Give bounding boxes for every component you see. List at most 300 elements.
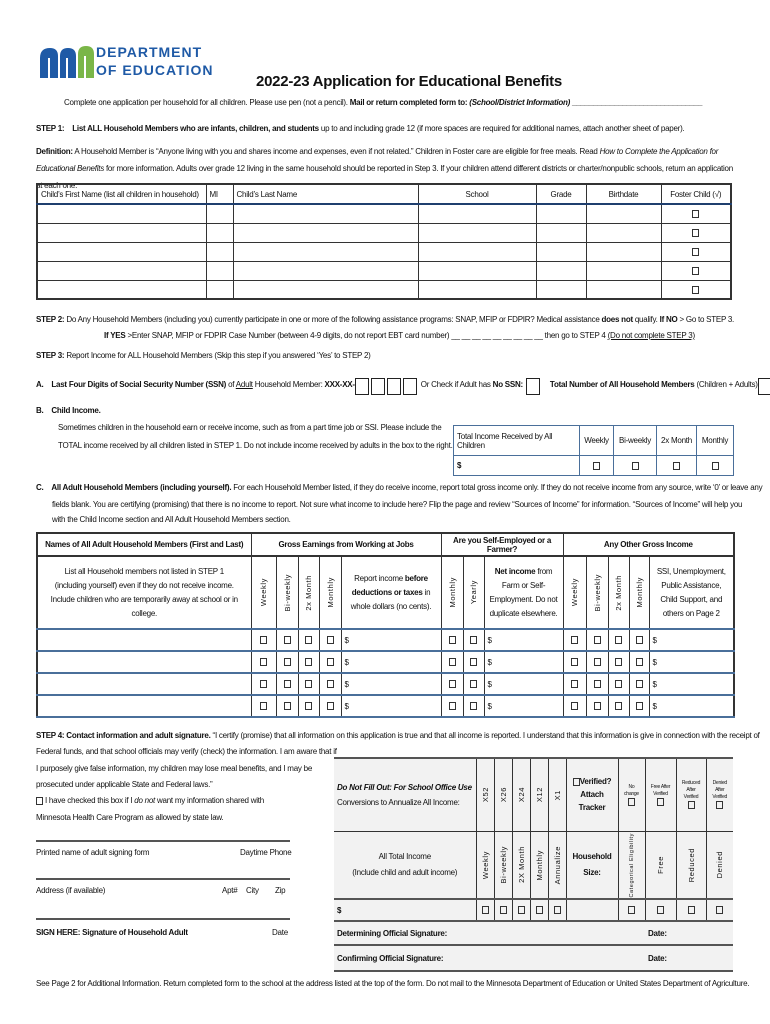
self-monthly-cell — [441, 651, 463, 673]
household-size-cell — [566, 831, 618, 899]
col-grade: Grade — [536, 184, 586, 204]
logo — [38, 42, 214, 82]
self-yearly-cell — [463, 651, 484, 673]
job-amount-cell[interactable] — [341, 673, 441, 695]
other-monthly-checkbox[interactable] — [636, 658, 643, 666]
office-weekly-header: Weekly — [480, 850, 490, 879]
job-2x-month-cell — [298, 673, 319, 695]
consent-text1: I have checked this box if I — [44, 796, 133, 805]
tracker-label: Tracker — [578, 803, 606, 813]
office-biweekly-checkbox[interactable] — [500, 906, 507, 914]
dollar-sign: $ — [344, 679, 349, 689]
step3 — [36, 351, 371, 360]
other-2x-month-cell — [608, 673, 629, 695]
dollar-sign: $ — [487, 657, 492, 667]
step4-text3: I purposely give false information, my children may lose meal benefits, and I may be — [36, 764, 313, 773]
definition-text1: A Household Member is “Anyone living with you and shares income and expenses, even if not related.” Children in Foster care are eligible for free meals. Read — [74, 147, 598, 156]
office-biweekly-header: Bi-weekly — [498, 846, 508, 884]
twice-month-checkbox[interactable] — [673, 462, 680, 470]
birthdate-cell[interactable] — [586, 242, 661, 261]
dollar-sign: $ — [487, 701, 492, 711]
self-monthly-cell — [441, 673, 463, 695]
signature-line[interactable] — [36, 918, 290, 920]
step4-text1: “I certify (promise) that all information on this application is true and that all income is reported. I understand that this information is give in connection with the receipt of — [212, 731, 760, 740]
adult-name-cell[interactable] — [37, 673, 251, 695]
job-2x-month-header: 2x Month — [304, 574, 313, 611]
foster-checkbox[interactable] — [692, 229, 699, 237]
confirming-date[interactable]: Date: — [648, 953, 667, 963]
total-income-note: (Include child and adult income) — [352, 867, 458, 877]
office-conversions: Conversions to Annualize All Income: — [337, 797, 460, 807]
ssn-digit-1[interactable] — [355, 378, 369, 395]
job-weekly-checkbox[interactable] — [260, 680, 267, 688]
part-a-text4: (Children + Adults) — [696, 380, 758, 389]
total-income-label: All Total Income — [378, 851, 431, 861]
x12-header: X12 — [534, 787, 544, 803]
step2-bold3: If YES — [104, 331, 126, 340]
adult-name-cell[interactable] — [37, 629, 251, 651]
step1-bold: List ALL Household Members who are infants, children, and students — [72, 124, 319, 133]
household-size-field[interactable] — [566, 899, 618, 921]
denied-after-label: Denied After Verified — [712, 780, 728, 801]
other-monthly-header: Monthly — [634, 577, 644, 608]
other-2x-month-checkbox[interactable] — [615, 636, 622, 644]
child-income-header: Total Income Received by All Children — [454, 426, 580, 456]
total-members-box[interactable] — [758, 378, 770, 395]
self-yearly-checkbox[interactable] — [470, 702, 477, 710]
part-a-underline: Adult — [235, 380, 253, 389]
other-weekly-checkbox[interactable] — [571, 658, 578, 666]
col-foster: Foster Child (√) — [661, 184, 731, 204]
determining-signature[interactable]: Determining Official Signature: — [337, 928, 448, 938]
step2-yes — [104, 331, 695, 340]
part-b-text1: Sometimes children in the household earn or receive income, such as from a part time job or SSI. Please include the — [58, 423, 442, 432]
names-note: List all Household members not listed in STEP 1 (including yourself) even if they do not receive income. Include children who are temporarily away at school or in college. — [37, 556, 251, 629]
other-monthly-cell — [629, 651, 649, 673]
apt-label: Apt# — [222, 886, 238, 895]
table-row — [37, 223, 731, 242]
office-monthly-header: Monthly — [534, 849, 544, 880]
ssn-digit-3[interactable] — [387, 378, 401, 395]
intro-mail: Mail or return completed form to: — [349, 98, 468, 107]
part-a-bold4: Total Number of All Household Members — [549, 380, 695, 389]
step4-text4: prosecuted under applicable State and Federal laws.” — [36, 780, 213, 789]
job-note-t2: in whole dollars (no cents). — [350, 587, 432, 611]
job-monthly-cell — [319, 629, 341, 651]
job-biweekly-checkbox[interactable] — [284, 636, 291, 644]
mi-cell[interactable] — [206, 280, 233, 299]
job-biweekly-header: Bi-weekly — [282, 573, 292, 612]
part-c — [36, 483, 762, 492]
consent-italic: do not — [134, 796, 155, 805]
adult-name-cell[interactable] — [37, 695, 251, 717]
reduced-checkbox[interactable] — [688, 906, 695, 914]
self-monthly-cell — [441, 695, 463, 717]
school-cell[interactable] — [418, 223, 536, 242]
job-monthly-cell — [319, 651, 341, 673]
other-weekly-checkbox[interactable] — [571, 702, 578, 710]
other-2x-month-checkbox[interactable] — [615, 680, 622, 688]
job-note-t1: Report income — [354, 573, 403, 583]
other-2x-month-cell — [608, 695, 629, 717]
grade-cell[interactable] — [536, 223, 586, 242]
step1-label: STEP 1: — [36, 124, 65, 133]
school-cell[interactable] — [418, 242, 536, 261]
determining-date[interactable]: Date: — [648, 928, 667, 938]
part-b-text2: TOTAL income received by all children listed in STEP 1. Do not include income received by adults in the box to the right. — [58, 441, 453, 450]
part-c-text3: with the Child Income section and All Adult Household Members section. — [52, 515, 291, 524]
self-monthly-header: Monthly — [447, 577, 457, 608]
definition-text2: for more information. Adults over grade 12 living in the same household should be reported in Step 3. If your children attend different districts or charter/nonpublic schools, return an application at each one. — [36, 164, 733, 190]
share-consent — [36, 796, 264, 805]
job-weekly-cell — [251, 629, 276, 651]
table-row — [37, 695, 734, 717]
other-biweekly-checkbox[interactable] — [594, 680, 601, 688]
step2 — [36, 315, 734, 324]
job-weekly-header: Weekly — [259, 578, 268, 607]
consent-text3: Minnesota Health Care Program as allowed by state law. — [36, 813, 224, 822]
mi-cell[interactable] — [206, 242, 233, 261]
part-a-bold1: Last Four Digits of Social Security Number (SSN) — [51, 380, 227, 389]
definition-italic1: How to Complete the Application for Educational — [36, 147, 719, 173]
dollar-sign: $ — [344, 657, 349, 667]
mi-cell[interactable] — [206, 223, 233, 242]
free-checkbox[interactable] — [657, 906, 664, 914]
other-monthly-checkbox[interactable] — [636, 702, 643, 710]
self-note-b1: Net income — [494, 566, 536, 576]
other-biweekly-checkbox[interactable] — [594, 702, 601, 710]
job-weekly-cell — [251, 695, 276, 717]
other-monthly-checkbox[interactable] — [636, 680, 643, 688]
job-monthly-checkbox[interactable] — [327, 636, 334, 644]
job-biweekly-cell — [276, 651, 298, 673]
dollar-sign: $ — [487, 679, 492, 689]
job-2x-month-cell — [298, 695, 319, 717]
mi-cell[interactable] — [206, 261, 233, 280]
part-c-text2: fields blank. You are certifying (promising) that there is no income to report. Not sure what income to include here? Flip the page and review “Sources of Income” for information. “Sources of Income” will help you — [52, 500, 743, 509]
part-b — [36, 406, 101, 415]
self-yearly-cell — [463, 695, 484, 717]
self-amount-cell[interactable] — [484, 695, 563, 717]
child-income-amount[interactable]: $ — [454, 456, 580, 476]
page-title: 2022-23 Application for Educational Benefits — [256, 73, 563, 90]
children-table — [36, 183, 732, 300]
self-yearly-cell — [463, 629, 484, 651]
part-a — [36, 375, 770, 395]
office-2x-month-checkbox[interactable] — [518, 906, 525, 914]
attach-label: Attach — [580, 790, 604, 800]
part-c-letter: C. — [36, 483, 44, 492]
birthdate-cell[interactable] — [586, 280, 661, 299]
school-cell[interactable] — [418, 204, 536, 223]
categorical-checkbox[interactable] — [628, 906, 635, 914]
job-biweekly-checkbox[interactable] — [284, 702, 291, 710]
self-yearly-checkbox[interactable] — [470, 680, 477, 688]
self-note-t1: from Farm or Self-Employment. Do not duplicate elsewhere. — [489, 566, 558, 618]
birthdate-cell[interactable] — [586, 223, 661, 242]
self-monthly-cell — [441, 629, 463, 651]
logo-line1: DEPARTMENT — [96, 44, 203, 60]
other-biweekly-header: Bi-weekly — [592, 573, 602, 612]
col-first-name: Child’s First Name (list all children in household) — [37, 184, 206, 204]
other-note: SSI, Unemployment, Public Assistance, Child Support, and others on Page 2 — [649, 556, 734, 629]
table-row — [37, 242, 731, 261]
names-group-header: Names of All Adult Household Members (First and Last) — [37, 533, 251, 556]
monthly-header: Monthly — [697, 426, 734, 456]
job-amount-cell[interactable] — [341, 629, 441, 651]
job-weekly-checkbox[interactable] — [260, 636, 267, 644]
jobs-group-header: Gross Earnings from Working at Jobs — [251, 533, 441, 556]
adult-income-table — [36, 532, 735, 718]
foster-checkbox[interactable] — [692, 248, 699, 256]
phone-label: Daytime Phone — [240, 848, 292, 857]
job-note — [341, 556, 441, 629]
part-c-bold: All Adult Household Members (including yourself). — [51, 483, 232, 492]
self-yearly-header: Yearly — [469, 580, 479, 605]
reduced-after-checkbox[interactable] — [688, 801, 695, 809]
foster-checkbox[interactable] — [692, 286, 699, 294]
table-row — [37, 204, 731, 223]
no-ssn-checkbox[interactable] — [526, 378, 540, 395]
verified-label: Verified? — [579, 777, 612, 787]
free-after-label: Free After Verified — [650, 783, 671, 797]
office-title: Do Not Fill Out: For School Office Use — [337, 782, 472, 792]
denied-header: Denied — [715, 851, 725, 879]
part-a-text2: Household Member: — [254, 380, 323, 389]
ssn-digit-2[interactable] — [371, 378, 385, 395]
address-line[interactable] — [36, 878, 290, 880]
other-amount-cell[interactable] — [649, 695, 734, 717]
step4 — [36, 731, 760, 740]
other-weekly-checkbox[interactable] — [571, 636, 578, 644]
verified-checkbox[interactable] — [573, 778, 580, 786]
first-name-cell[interactable] — [37, 261, 206, 280]
other-weekly-cell — [563, 695, 586, 717]
office-monthly-checkbox[interactable] — [536, 906, 543, 914]
step1 — [36, 124, 684, 133]
job-2x-month-checkbox[interactable] — [305, 702, 312, 710]
table-row — [37, 651, 734, 673]
size-label: Size: — [583, 867, 601, 877]
mi-cell[interactable] — [206, 204, 233, 223]
logo-line2: OF EDUCATION — [96, 62, 214, 78]
definition-label: Definition: — [36, 147, 73, 156]
adult-name-cell[interactable] — [37, 651, 251, 673]
birthdate-cell[interactable] — [586, 261, 661, 280]
categorical-header: Categorical Eligibility — [628, 832, 635, 898]
reduced-after-cell — [676, 758, 706, 831]
step2-text3: > Go to STEP 3. — [679, 315, 735, 324]
foster-checkbox[interactable] — [692, 210, 699, 218]
last-name-cell[interactable] — [233, 242, 418, 261]
share-consent-checkbox[interactable] — [36, 797, 43, 805]
job-biweekly-cell — [276, 695, 298, 717]
self-monthly-checkbox[interactable] — [449, 658, 456, 666]
self-amount-cell[interactable] — [484, 629, 563, 651]
reduced-after-label: Reduced After Verified — [681, 780, 701, 801]
step2-text1: Do Any Household Members (including you) currently participate in one or more of the following assistance programs: SNAP, MFIP or FDPIR? Medical assistance — [66, 315, 600, 324]
other-monthly-checkbox[interactable] — [636, 636, 643, 644]
intro — [64, 98, 702, 107]
other-biweekly-cell — [586, 651, 608, 673]
free-after-checkbox[interactable] — [657, 798, 664, 806]
self-amount-cell[interactable] — [484, 651, 563, 673]
office-weekly-checkbox[interactable] — [482, 906, 489, 914]
other-2x-month-checkbox[interactable] — [615, 702, 622, 710]
last-name-cell[interactable] — [233, 261, 418, 280]
grade-cell[interactable] — [536, 280, 586, 299]
job-monthly-checkbox[interactable] — [327, 658, 334, 666]
job-biweekly-checkbox[interactable] — [284, 680, 291, 688]
last-name-cell[interactable] — [233, 280, 418, 299]
table-row — [37, 629, 734, 651]
other-2x-month-cell — [608, 651, 629, 673]
other-monthly-cell — [629, 695, 649, 717]
other-biweekly-cell — [586, 673, 608, 695]
weekly-checkbox[interactable] — [593, 462, 600, 470]
self-employed-group-header: Are you Self-Employed or a Farmer? — [441, 533, 563, 556]
free-after-cell — [645, 758, 676, 831]
step2-text2: qualify. — [634, 315, 658, 324]
weekly-header: Weekly — [580, 426, 614, 456]
school-cell[interactable] — [418, 280, 536, 299]
printed-name-label: Printed name of adult signing form — [36, 848, 150, 857]
school-cell[interactable] — [418, 261, 536, 280]
self-yearly-checkbox[interactable] — [470, 636, 477, 644]
office-title-cell — [334, 758, 476, 831]
col-birthdate: Birthdate — [586, 184, 661, 204]
first-name-cell[interactable] — [37, 280, 206, 299]
job-amount-cell[interactable] — [341, 695, 441, 717]
dollar-sign: $ — [344, 635, 349, 645]
first-name-cell[interactable] — [37, 242, 206, 261]
job-2x-month-checkbox[interactable] — [305, 680, 312, 688]
x26-header: X26 — [498, 787, 508, 803]
grade-cell[interactable] — [536, 242, 586, 261]
part-c-text1: For each Household Member listed, if they do receive income, report total gross income only. If they do not receive income from any source, write ‘0’ or leave any — [233, 483, 763, 492]
other-monthly-cell — [629, 673, 649, 695]
job-weekly-checkbox[interactable] — [260, 658, 267, 666]
denied-after-cell — [706, 758, 733, 831]
footer-note: See Page 2 for Additional Information. Return completed form to the school at the address listed at the top of the form. Do not mail to the Minnesota Department of Education or United States Department of Agriculture. — [36, 979, 750, 988]
job-monthly-checkbox[interactable] — [327, 702, 334, 710]
other-weekly-checkbox[interactable] — [571, 680, 578, 688]
self-monthly-checkbox[interactable] — [449, 702, 456, 710]
col-last-name: Child’s Last Name — [233, 184, 418, 204]
foster-checkbox[interactable] — [692, 267, 699, 275]
step2-underline: (Do not complete STEP 3) — [607, 331, 695, 340]
verified-cell — [566, 758, 618, 831]
twice-month-header: 2x Month — [657, 426, 697, 456]
first-name-cell[interactable] — [37, 223, 206, 242]
job-2x-month-cell — [298, 651, 319, 673]
child-income-table — [453, 425, 734, 476]
grade-cell[interactable] — [536, 261, 586, 280]
job-biweekly-checkbox[interactable] — [284, 658, 291, 666]
reduced-header: Reduced — [686, 847, 696, 882]
signature-label: SIGN HERE: Signature of Household Adult — [36, 928, 188, 937]
office-annualize-header: Annualize — [552, 845, 562, 884]
no-change-cell — [618, 758, 645, 831]
intro-text: Complete one application per household for all children. Please use pen (not a pencil). — [64, 98, 348, 107]
monthly-checkbox[interactable] — [712, 462, 719, 470]
job-2x-month-checkbox[interactable] — [305, 636, 312, 644]
dollar-sign: $ — [652, 635, 657, 645]
job-note-b1: before deductions or taxes — [351, 573, 428, 597]
job-monthly-checkbox[interactable] — [327, 680, 334, 688]
last-name-cell[interactable] — [233, 204, 418, 223]
case-number-field[interactable]: >Enter SNAP, MFIP or FDPIR Case Number (between 4-9 digits, do not report EBT card number) __ __ __ __ __ __ __ __ __ then go to STEP 4 — [127, 331, 606, 340]
job-amount-cell[interactable] — [341, 651, 441, 673]
other-2x-month-cell — [608, 629, 629, 651]
job-monthly-cell — [319, 695, 341, 717]
birthdate-cell[interactable] — [586, 204, 661, 223]
ssn-digit-4[interactable] — [403, 378, 417, 395]
grade-cell[interactable] — [536, 204, 586, 223]
total-income-amount[interactable]: $ — [334, 899, 476, 921]
self-yearly-checkbox[interactable] — [470, 658, 477, 666]
self-note — [484, 556, 563, 629]
other-biweekly-checkbox[interactable] — [594, 658, 601, 666]
intro-blank[interactable]: _______________________________ — [572, 98, 703, 107]
other-biweekly-cell — [586, 629, 608, 651]
other-2x-month-checkbox[interactable] — [615, 658, 622, 666]
self-amount-cell[interactable] — [484, 673, 563, 695]
biweekly-checkbox[interactable] — [632, 462, 639, 470]
job-biweekly-cell — [276, 673, 298, 695]
table-row — [37, 280, 731, 299]
other-weekly-cell — [563, 651, 586, 673]
other-biweekly-checkbox[interactable] — [594, 636, 601, 644]
step1-text: up to and including grade 12 (if more spaces are required for additional names, attach another sheet of paper). — [320, 124, 685, 133]
office-annualize-checkbox[interactable] — [554, 906, 561, 914]
free-header: Free — [656, 855, 665, 874]
denied-after-checkbox[interactable] — [716, 801, 723, 809]
address-label: Address (if available) — [36, 886, 106, 895]
other-amount-cell[interactable] — [649, 673, 734, 695]
consent-text2: want my information shared with — [156, 796, 264, 805]
self-monthly-checkbox[interactable] — [449, 680, 456, 688]
denied-checkbox[interactable] — [716, 906, 723, 914]
other-amount-cell[interactable] — [649, 651, 734, 673]
dollar-sign: $ — [652, 679, 657, 689]
x1-header: X1 — [552, 789, 562, 800]
job-2x-month-cell — [298, 629, 319, 651]
other-income-group-header: Any Other Gross Income — [563, 533, 734, 556]
biweekly-header: Bi-weekly — [614, 426, 657, 456]
dollar-sign: $ — [652, 657, 657, 667]
job-weekly-checkbox[interactable] — [260, 702, 267, 710]
zip-label: Zip — [275, 886, 286, 895]
self-monthly-checkbox[interactable] — [449, 636, 456, 644]
printed-name-line[interactable] — [36, 840, 290, 842]
part-a-text1: of — [228, 380, 235, 389]
no-change-checkbox[interactable] — [628, 798, 635, 806]
table-row — [37, 673, 734, 695]
first-name-cell[interactable] — [37, 204, 206, 223]
self-yearly-cell — [463, 673, 484, 695]
city-label: City — [246, 886, 259, 895]
dollar-sign: $ — [487, 635, 492, 645]
col-mi: MI — [206, 184, 233, 204]
confirming-signature[interactable]: Confirming Official Signature: — [337, 953, 444, 963]
last-name-cell[interactable] — [233, 223, 418, 242]
date-label: Date — [272, 928, 288, 937]
dollar-sign: $ — [652, 701, 657, 711]
other-amount-cell[interactable] — [649, 629, 734, 651]
step2-bold1: does not — [601, 315, 633, 324]
job-2x-month-checkbox[interactable] — [305, 658, 312, 666]
